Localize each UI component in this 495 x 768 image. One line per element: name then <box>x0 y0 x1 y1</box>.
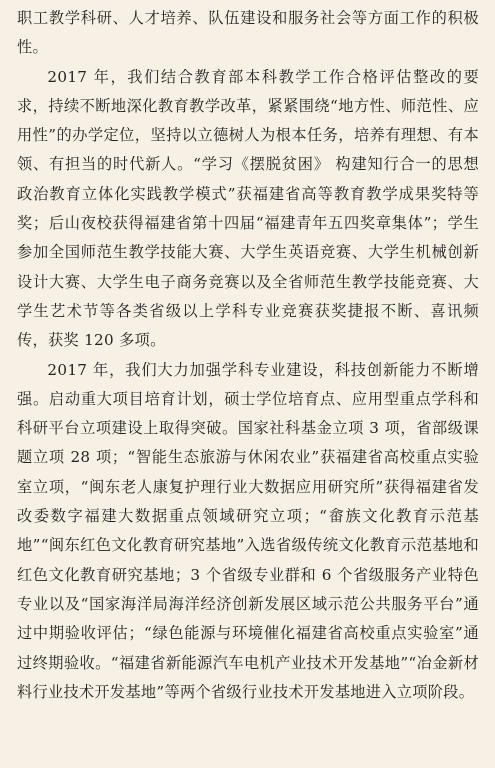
paragraph-education-reform: 2017 年，我们结合教育部本科教学工作合格评估整改的要求，持续不断地深化教育教学改革，紧紧围绕“地方性、师范性、应用性”的办学定位，坚持以立德树人为根本任务，培养有理想、有本领、有担当的时代新人。“学习《摆脱贫困》 构建知行合一的思想政治教育立体化实践教学模式”获福建省高等教育教学成果奖特等奖；后山夜校获得福建省第十四届“福建青年五四奖章集体”；学生参加全国师范生教学技能大赛、大学生英语竞赛、大学生机械创新设计大赛、大学生电子商务竞赛以及全省师范生教学技能竞赛、大学生艺术节等各类省级以上学科专业竞赛获奖捷报不断、喜讯频传，获奖 120 多项。 <box>17 67 479 350</box>
paragraph-discipline-construction: 2017 年，我们大力加强学科专业建设，科技创新能力不断增强。启动重大项目培育计划，硕士学位培育点、应用型重点学科和科研平台立项建设上取得突破。国家社科基金立项 3 项，省部级课题立项 28 项；“智能生态旅游与休闲农业”获福建省高校重点实验室立项，“闽东老人康复护理行业大数据应用研究所”获得福建省发改委数字福建大数据重点领域研究立项；“畲族文化教育示范基地”“闽东红色文化教育研究基地”入选省级传统文化教育示范基地和红色文化教育研究基地；3 个省级专业群和 6 个省级服务产业特色专业以及“国家海洋局海洋经济创新发展区域示范公共服务平台”通过中期验收评估；“绿色能源与环境催化福建省高校重点实验室”通过终期验收。“福建省新能源汽车电机产业技术开发基地”“冶金新材料行业技术开发基地”等两个省级行业技术开发基地进入立项阶段。 <box>17 360 479 701</box>
paragraph-continuation: 职工教学科研、人才培养、队伍建设和服务社会等方面工作的积极性。 <box>17 9 479 57</box>
